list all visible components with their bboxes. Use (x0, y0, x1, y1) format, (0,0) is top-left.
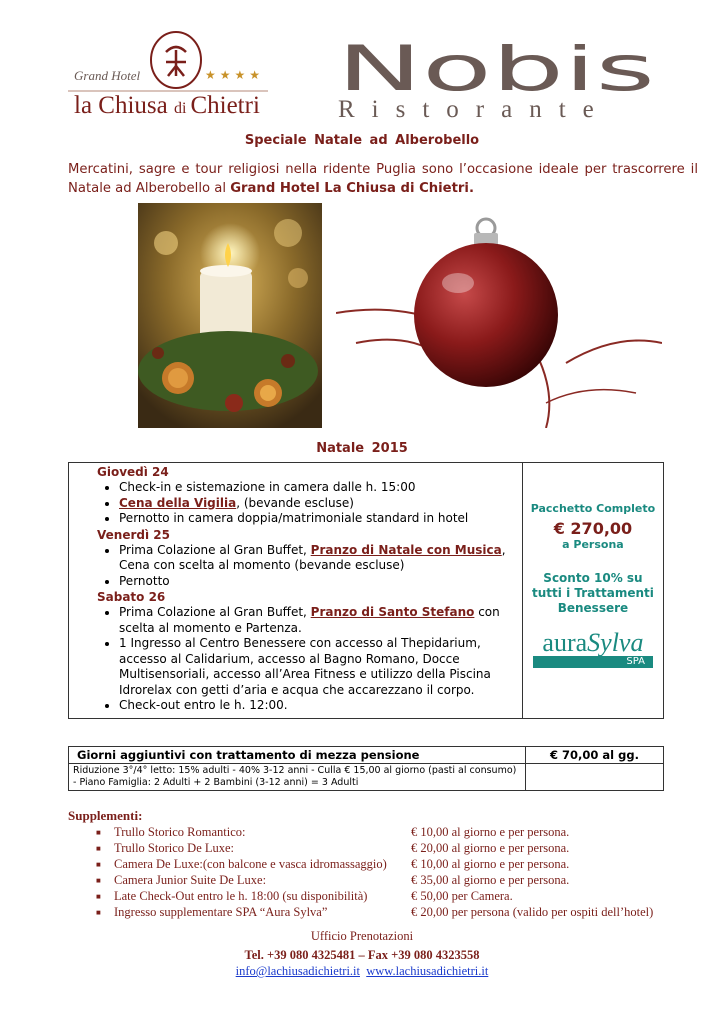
extra-days-table (68, 746, 664, 791)
list-item: • Pernotto in camera doppia/matrimoniale standard in hotel (119, 511, 522, 527)
extra-days-price: € 70,00 al gg. (526, 747, 664, 764)
package-label: Pacchetto Completo (530, 502, 656, 515)
offer-table (68, 462, 664, 719)
pranzo-santo-stefano-link[interactable]: Pranzo di Santo Stefano (310, 605, 475, 619)
extra-days-label: Giorni aggiuntivi con trattamento di mezza pensione (69, 747, 526, 764)
discount-line: Sconto 10% su (543, 571, 643, 585)
day-list (97, 605, 522, 714)
list-item: • Prima Colazione al Gran Buffet, Pranzo di Santo Stefano con scelta al momento e Partenza. (119, 605, 522, 636)
nobis-logo (335, 44, 665, 100)
phone-fax: Tel. +39 080 4325481 – Fax +39 080 4323558 (244, 948, 480, 962)
list-item: • 1 Ingresso al Centro Benessere con accesso al Thepidarium, accesso al Calidarium, accesso al Bagno Romano, Docce Multisensoriali, accesso all’Area Fitness e utilizzo della Piscina Idrorelax con getti d’aria e acqua che accarezzano il corpo. (119, 636, 522, 698)
ornament-photo (336, 203, 662, 428)
page-title: Speciale Natale ad Alberobello (244, 133, 480, 148)
package-cell (522, 463, 663, 719)
svg-text:Nobis: Nobis (337, 44, 655, 96)
hotel-name-logo: la Chiusa di Chietri (74, 92, 260, 119)
hotel-stars: ★★★★ (205, 68, 265, 82)
hotel-emblem-icon (148, 28, 204, 90)
supplements-title: Supplementi: (68, 808, 143, 823)
package-per: a Persona (562, 538, 624, 551)
ristorante-text: Ristorante (338, 96, 611, 123)
office-label: Ufficio Prenotazioni (310, 929, 414, 943)
reduction-text: Riduzione 3°/4° letto: 15% adulti - 40% 3-12 anni - Culla € 15,00 al giorno (pasti al consumo) - Piano Famiglia: 2 Adulti + 2 Bambini (3-12 anni) = 3 Adulti (69, 764, 526, 791)
day-heading: Giovedì 24 (97, 465, 169, 479)
discount-line: tutti i Trattamenti (532, 586, 654, 600)
discount-line: Benessere (557, 601, 629, 615)
list-item: • Cena della Vigilia, (bevande escluse) (119, 496, 522, 512)
intro-paragraph: Mercatini, sagre e tour religiosi nella ridente Puglia sono l’occasione ideale per trascorrere il Natale ad Alberobello al Grand Hotel La Chiusa di Chietri. (68, 162, 698, 196)
aura-sylva-logo: auraSylva SPA (533, 630, 653, 668)
candle-photo (138, 203, 322, 428)
day-heading: Sabato 26 (97, 590, 166, 604)
footer (0, 928, 724, 979)
day-list (97, 543, 522, 590)
grand-hotel-text: Grand Hotel (74, 68, 141, 83)
email-link[interactable]: info@lachiusadichietri.it (235, 964, 360, 978)
list-item: • Check-in e sistemazione in camera dalle h. 15:00 (119, 480, 522, 496)
cena-vigilia-link[interactable]: Cena della Vigilia (119, 495, 237, 510)
day-list (97, 480, 522, 527)
section-title: Natale 2015 (316, 441, 408, 456)
pranzo-natale-link[interactable]: Pranzo di Natale con Musica (310, 542, 502, 557)
list-item: • Pernotto (119, 574, 522, 590)
day-heading: Venerdì 25 (97, 527, 170, 542)
list-item: • Check-out entro le h. 12:00. (119, 698, 522, 714)
program-cell (69, 463, 523, 719)
nobis-wordmark (335, 44, 665, 96)
package-price: € 270,00 (553, 519, 633, 538)
list-item: • Prima Colazione al Gran Buffet, Pranzo di Natale con Musica, Cena con scelta al momento (bevande escluse) (119, 543, 522, 574)
website-link[interactable]: www.lachiusadichietri.it (366, 964, 489, 978)
